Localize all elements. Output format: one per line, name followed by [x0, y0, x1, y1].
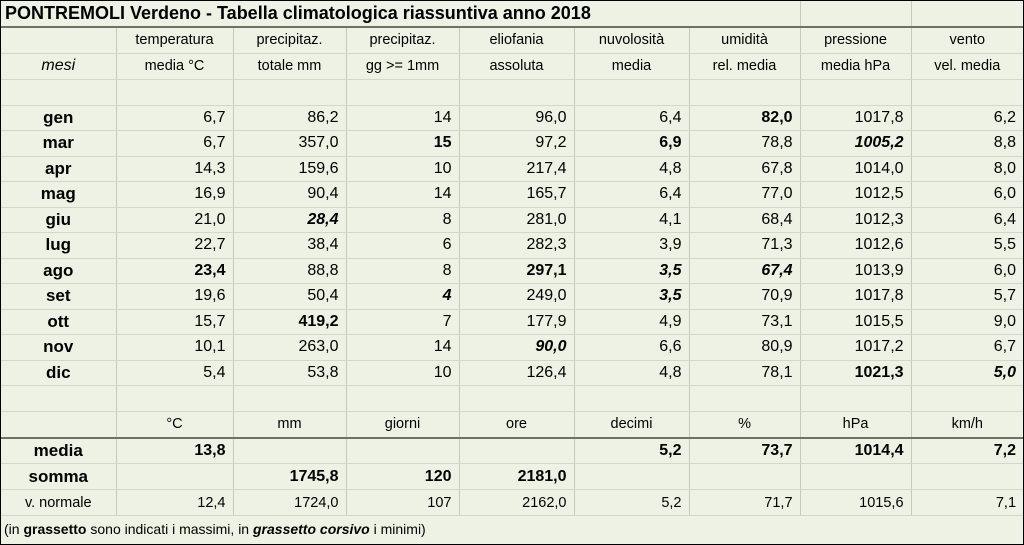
column-header-line2: vel. media — [911, 53, 1023, 79]
empty-cell — [689, 386, 800, 412]
summary-value — [800, 464, 911, 490]
empty-cell — [574, 386, 689, 412]
empty-cell — [233, 386, 346, 412]
note-text: sono indicati i massimi, in — [86, 520, 253, 537]
value-cell: 7 — [346, 309, 459, 335]
month-row — [1, 309, 1023, 335]
month-row — [1, 258, 1023, 284]
summary-value: 7,2 — [911, 438, 1023, 464]
summary-value: 71,7 — [689, 490, 800, 516]
value-cell: 90,0 — [459, 335, 574, 361]
month-label: set — [1, 284, 116, 310]
value-cell: 82,0 — [689, 105, 800, 131]
value-cell: 3,9 — [574, 233, 689, 259]
summary-value: 1015,6 — [800, 490, 911, 516]
column-header-line2: totale mm — [233, 53, 346, 79]
column-header-line2: media °C — [116, 53, 233, 79]
value-cell: 419,2 — [233, 309, 346, 335]
header-blank-cell — [1, 27, 116, 53]
value-cell: 3,5 — [574, 284, 689, 310]
value-cell: 4,8 — [574, 156, 689, 182]
value-cell: 1012,5 — [800, 182, 911, 208]
value-cell: 71,3 — [689, 233, 800, 259]
value-cell: 4,9 — [574, 309, 689, 335]
empty-cell — [233, 79, 346, 105]
value-cell: 6,6 — [574, 335, 689, 361]
column-header-line1: pressione — [800, 27, 911, 53]
summary-value: 5,2 — [574, 438, 689, 464]
value-cell: 5,5 — [911, 233, 1023, 259]
month-row — [1, 207, 1023, 233]
month-label: ago — [1, 258, 116, 284]
value-cell: 67,4 — [689, 258, 800, 284]
month-label: ott — [1, 309, 116, 335]
summary-label: media — [1, 438, 116, 464]
column-header-line1: nuvolosità — [574, 27, 689, 53]
value-cell: 14 — [346, 182, 459, 208]
value-cell: 1017,8 — [800, 284, 911, 310]
value-cell: 357,0 — [233, 131, 346, 157]
spacer-row — [1, 79, 1023, 105]
value-cell: 77,0 — [689, 182, 800, 208]
value-cell: 282,3 — [459, 233, 574, 259]
empty-cell — [116, 79, 233, 105]
empty-cell — [800, 386, 911, 412]
summary-value — [233, 438, 346, 464]
summary-value: 13,8 — [116, 438, 233, 464]
value-cell: 159,6 — [233, 156, 346, 182]
value-cell: 6,4 — [574, 105, 689, 131]
value-cell: 16,9 — [116, 182, 233, 208]
value-cell: 1013,9 — [800, 258, 911, 284]
value-cell: 5,7 — [911, 284, 1023, 310]
empty-cell — [346, 386, 459, 412]
header-row-2 — [1, 53, 1023, 79]
month-label: gen — [1, 105, 116, 131]
value-cell: 73,1 — [689, 309, 800, 335]
summary-row-normale — [1, 490, 1023, 516]
unit-label: °C — [116, 412, 233, 438]
month-label: mag — [1, 182, 116, 208]
empty-cell — [459, 79, 574, 105]
month-row — [1, 156, 1023, 182]
unit-label: ore — [459, 412, 574, 438]
title-row — [1, 1, 1023, 27]
value-cell: 6,4 — [911, 207, 1023, 233]
summary-value: 1014,4 — [800, 438, 911, 464]
month-label: mar — [1, 131, 116, 157]
month-label: giu — [1, 207, 116, 233]
summary-value: 73,7 — [689, 438, 800, 464]
value-cell: 1015,5 — [800, 309, 911, 335]
month-label: apr — [1, 156, 116, 182]
column-header-line1: precipitaz. — [346, 27, 459, 53]
value-cell: 70,9 — [689, 284, 800, 310]
empty-cell — [1, 412, 116, 438]
column-header-line1: umidità — [689, 27, 800, 53]
value-cell: 14,3 — [116, 156, 233, 182]
column-header-line2: media hPa — [800, 53, 911, 79]
summary-value — [459, 438, 574, 464]
value-cell: 90,4 — [233, 182, 346, 208]
value-cell: 10,1 — [116, 335, 233, 361]
value-cell: 9,0 — [911, 309, 1023, 335]
note-text: grassetto — [23, 520, 87, 537]
empty-cell — [911, 386, 1023, 412]
value-cell: 10 — [346, 156, 459, 182]
value-cell: 4,1 — [574, 207, 689, 233]
value-cell: 68,4 — [689, 207, 800, 233]
value-cell: 281,0 — [459, 207, 574, 233]
value-cell: 6,9 — [574, 131, 689, 157]
summary-row-somma — [1, 464, 1023, 490]
unit-row — [1, 412, 1023, 438]
value-cell: 1012,6 — [800, 233, 911, 259]
month-row — [1, 335, 1023, 361]
unit-label: % — [689, 412, 800, 438]
empty-cell — [1, 79, 116, 105]
value-cell: 6,0 — [911, 258, 1023, 284]
value-cell: 217,4 — [459, 156, 574, 182]
value-cell: 1017,8 — [800, 105, 911, 131]
value-cell: 28,4 — [233, 207, 346, 233]
column-header-line1: temperatura — [116, 27, 233, 53]
value-cell: 1017,2 — [800, 335, 911, 361]
value-cell: 6,7 — [911, 335, 1023, 361]
summary-value — [346, 438, 459, 464]
value-cell: 10 — [346, 360, 459, 386]
unit-label: hPa — [800, 412, 911, 438]
note-text: (in — [4, 520, 24, 537]
column-header-line1: eliofania — [459, 27, 574, 53]
empty-cell — [116, 386, 233, 412]
value-cell: 5,0 — [911, 360, 1023, 386]
month-row — [1, 105, 1023, 131]
value-cell: 5,4 — [116, 360, 233, 386]
month-row — [1, 233, 1023, 259]
value-cell: 14 — [346, 105, 459, 131]
value-cell: 15 — [346, 131, 459, 157]
summary-value: 1745,8 — [233, 464, 346, 490]
value-cell: 21,0 — [116, 207, 233, 233]
empty-cell — [459, 386, 574, 412]
page-title: PONTREMOLI Verdeno - Tabella climatologica riassuntiva anno 2018 — [1, 1, 800, 27]
value-cell: 249,0 — [459, 284, 574, 310]
empty-cell — [346, 79, 459, 105]
value-cell: 8,0 — [911, 156, 1023, 182]
empty-cell — [574, 79, 689, 105]
value-cell: 6,7 — [116, 131, 233, 157]
value-cell: 86,2 — [233, 105, 346, 131]
note-row — [1, 516, 1023, 542]
title-blank-cell — [911, 1, 1023, 27]
column-header-line2: rel. media — [689, 53, 800, 79]
summary-value: 2162,0 — [459, 490, 574, 516]
value-cell: 4 — [346, 284, 459, 310]
value-cell: 297,1 — [459, 258, 574, 284]
value-cell: 78,1 — [689, 360, 800, 386]
value-cell: 4,8 — [574, 360, 689, 386]
value-cell: 23,4 — [116, 258, 233, 284]
value-cell: 96,0 — [459, 105, 574, 131]
value-cell: 15,7 — [116, 309, 233, 335]
summary-row-media — [1, 438, 1023, 464]
value-cell: 1014,0 — [800, 156, 911, 182]
summary-value: 1724,0 — [233, 490, 346, 516]
unit-label: mm — [233, 412, 346, 438]
value-cell: 8,8 — [911, 131, 1023, 157]
summary-label: somma — [1, 464, 116, 490]
column-header-line2: gg >= 1mm — [346, 53, 459, 79]
value-cell: 50,4 — [233, 284, 346, 310]
unit-label: giorni — [346, 412, 459, 438]
mesi-label: mesi — [1, 53, 116, 79]
value-cell: 1005,2 — [800, 131, 911, 157]
value-cell: 177,9 — [459, 309, 574, 335]
value-cell: 6,2 — [911, 105, 1023, 131]
value-cell: 67,8 — [689, 156, 800, 182]
summary-value: 7,1 — [911, 490, 1023, 516]
empty-cell — [1, 386, 116, 412]
value-cell: 165,7 — [459, 182, 574, 208]
value-cell: 22,7 — [116, 233, 233, 259]
month-label: dic — [1, 360, 116, 386]
month-row — [1, 360, 1023, 386]
column-header-line2: assoluta — [459, 53, 574, 79]
value-cell: 14 — [346, 335, 459, 361]
value-cell: 6,4 — [574, 182, 689, 208]
value-cell: 1021,3 — [800, 360, 911, 386]
value-cell: 53,8 — [233, 360, 346, 386]
value-cell: 6,7 — [116, 105, 233, 131]
value-cell: 80,9 — [689, 335, 800, 361]
unit-label: decimi — [574, 412, 689, 438]
value-cell: 97,2 — [459, 131, 574, 157]
column-header-line1: vento — [911, 27, 1023, 53]
month-row — [1, 182, 1023, 208]
summary-value: 107 — [346, 490, 459, 516]
value-cell: 126,4 — [459, 360, 574, 386]
month-row — [1, 284, 1023, 310]
empty-cell — [800, 79, 911, 105]
header-row-1 — [1, 27, 1023, 53]
summary-value — [116, 464, 233, 490]
value-cell: 78,8 — [689, 131, 800, 157]
column-header-line1: precipitaz. — [233, 27, 346, 53]
value-cell: 19,6 — [116, 284, 233, 310]
column-header-line2: media — [574, 53, 689, 79]
value-cell: 1012,3 — [800, 207, 911, 233]
climate-table — [1, 1, 1023, 542]
empty-cell — [689, 79, 800, 105]
summary-value: 120 — [346, 464, 459, 490]
value-cell: 6,0 — [911, 182, 1023, 208]
title-blank-cell — [800, 1, 911, 27]
summary-value — [911, 464, 1023, 490]
value-cell: 8 — [346, 258, 459, 284]
month-label: lug — [1, 233, 116, 259]
value-cell: 3,5 — [574, 258, 689, 284]
value-cell: 88,8 — [233, 258, 346, 284]
unit-label: km/h — [911, 412, 1023, 438]
summary-value — [689, 464, 800, 490]
note-text: grassetto corsivo — [253, 520, 370, 537]
legend-note — [1, 516, 1023, 542]
value-cell: 38,4 — [233, 233, 346, 259]
note-text: i minimi) — [369, 520, 426, 537]
month-row — [1, 131, 1023, 157]
value-cell: 6 — [346, 233, 459, 259]
summary-value: 5,2 — [574, 490, 689, 516]
summary-value: 2181,0 — [459, 464, 574, 490]
summary-label: v. normale — [1, 490, 116, 516]
value-cell: 263,0 — [233, 335, 346, 361]
spacer-row — [1, 386, 1023, 412]
summary-value — [574, 464, 689, 490]
month-label: nov — [1, 335, 116, 361]
empty-cell — [911, 79, 1023, 105]
summary-value: 12,4 — [116, 490, 233, 516]
value-cell: 8 — [346, 207, 459, 233]
